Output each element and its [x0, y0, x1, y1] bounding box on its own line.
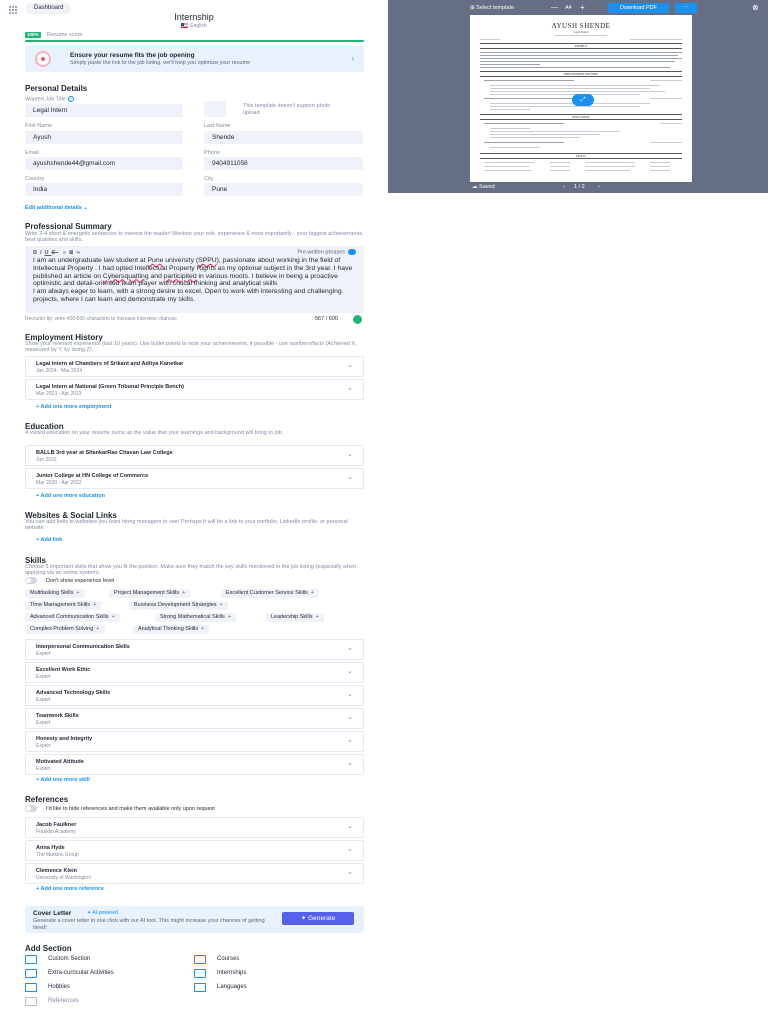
page-size-label: A4: [565, 5, 572, 11]
cloud-check-icon: ☁: [472, 184, 478, 190]
skill-chip[interactable]: Advanced Communication Skills +: [25, 613, 120, 622]
references-icon: [25, 997, 37, 1006]
employment-heading: Employment History: [25, 333, 103, 342]
hide-references-label: I'd like to hide references and make them available only upon request: [46, 806, 215, 812]
saved-status: ☁ Saved: [472, 184, 495, 190]
edit-additional-details-link[interactable]: Edit additional details ⌄: [25, 205, 88, 211]
add-employment-link[interactable]: + Add one more employment: [36, 404, 112, 410]
add-custom-section[interactable]: Custom Section: [48, 956, 91, 962]
expand-preview-button[interactable]: ⤢: [572, 94, 594, 106]
skill-chip[interactable]: Business Development Strategies +: [129, 601, 228, 610]
generate-button[interactable]: ✦ Generate: [282, 912, 354, 925]
target-icon: [35, 51, 51, 67]
employment-dates: Jan 2024 - Mar 2024: [36, 368, 83, 374]
add-courses[interactable]: Courses: [217, 956, 240, 962]
education-dates: Jun 2022: [36, 457, 57, 463]
grid-icon: ⊞: [470, 5, 475, 11]
reference-name: Anna Hyde: [36, 845, 65, 851]
score-badge: 100%: [27, 32, 39, 37]
add-languages[interactable]: Languages: [217, 984, 247, 990]
add-skill-link[interactable]: + Add one more skill: [36, 777, 90, 783]
language-selector[interactable]: English: [0, 23, 388, 29]
page-indicator: 1 / 2: [574, 184, 585, 190]
cover-letter-card: [25, 906, 364, 933]
email-label: Email: [25, 150, 39, 156]
skill-title: Excellent Work Ethic: [36, 667, 91, 673]
experience-level-label: Don't show experience level: [46, 578, 115, 584]
resume-education-heading: EDUCATION: [572, 115, 590, 119]
cover-letter-title: Cover Letter: [33, 910, 72, 917]
strikethrough-icon[interactable]: S: [51, 250, 59, 256]
chevron-down-icon[interactable]: ⌄: [347, 823, 353, 830]
add-extra-curricular[interactable]: Extra-curricular Activities: [48, 970, 114, 976]
chevron-down-icon[interactable]: ⌄: [347, 691, 353, 698]
more-options-button[interactable]: ···: [675, 3, 697, 13]
smiley-icon: [353, 315, 362, 324]
employment-description: Show your relevant experience (last 10 years). Use bullet points to note your achievements, if possible - use numbers/facts (Achieved X, measured by Y, by doing Z).: [25, 341, 357, 353]
prev-page-button[interactable]: ‹: [563, 184, 565, 190]
custom-section-icon: [25, 955, 37, 964]
education-title: Junior College at HN College of Commerce: [36, 473, 149, 479]
skill-item[interactable]: [25, 662, 364, 683]
add-hobbies[interactable]: Hobbies: [48, 984, 71, 990]
sparkle-icon: ✦: [300, 915, 307, 922]
skill-title: Advanced Technology Skills: [36, 690, 111, 696]
banner-subtitle: Simply paste the link to the job listing, we'll help you optimize your resume: [70, 60, 251, 66]
banner-title: Ensure your resume fits the job opening: [70, 52, 195, 59]
country-label: Country: [25, 176, 45, 182]
chevron-down-icon[interactable]: ⌄: [347, 474, 353, 481]
chevron-down-icon[interactable]: ⌄: [347, 385, 353, 392]
format-toolbar[interactable]: [33, 250, 83, 256]
education-dates: Mar 2020 - Apr 2022: [36, 480, 82, 486]
city-label: City: [204, 176, 214, 182]
resume-profile-heading: PROFILE: [574, 44, 588, 48]
links-description: You can add links to websites you want hiring managers to see! Perhaps It will be a link to your portfolio, LinkedIn profile, or personal website: [25, 519, 348, 531]
skill-chip[interactable]: Project Management Skills +: [109, 589, 190, 598]
internships-icon: [194, 969, 206, 978]
close-icon[interactable]: ⊗: [752, 3, 759, 12]
employment-title: Legal Intern at Chambers of Srikant and Aditya Kanetkar: [36, 361, 184, 367]
download-pdf-button[interactable]: Download PDF: [608, 3, 669, 13]
chevron-down-icon: ⌄: [83, 205, 88, 211]
document-title[interactable]: Internship: [174, 12, 214, 22]
phone-label: Phone: [204, 150, 220, 156]
dashboard-button[interactable]: Dashboard: [26, 3, 71, 14]
courses-icon: [194, 955, 206, 964]
skill-chip[interactable]: Excellent Customer Service Skills +: [221, 589, 319, 598]
help-icon[interactable]: ?: [69, 97, 72, 102]
chevron-down-icon[interactable]: ⌄: [347, 737, 353, 744]
references-heading: References: [25, 795, 69, 804]
chevron-right-icon: ›: [351, 54, 354, 63]
employment-item[interactable]: [25, 379, 364, 400]
job-title-label: Wanted Job Title ?: [25, 96, 72, 103]
italic-icon[interactable]: I: [39, 250, 45, 256]
education-description: A varied education on your resume sums up the value that your learnings and background will bring to job.: [25, 430, 284, 436]
resume-name: AYUSH SHENDE: [551, 22, 611, 30]
chevron-down-icon[interactable]: ⌄: [347, 451, 353, 458]
phone-field[interactable]: 9404911058: [204, 157, 363, 170]
first-name-field[interactable]: Ayush: [25, 131, 183, 144]
reference-item[interactable]: [25, 817, 364, 838]
chevron-down-icon[interactable]: ⌄: [347, 714, 353, 721]
recruiter-tip: Recruiter tip: write 400-600 characters to increase interview chances: [25, 316, 177, 322]
country-field[interactable]: India: [25, 183, 183, 196]
job-fit-banner[interactable]: [25, 46, 364, 72]
add-references: References: [48, 998, 79, 1004]
chevron-down-icon[interactable]: ⌄: [347, 645, 353, 652]
sparkle-icon: ✦: [87, 910, 92, 916]
education-title: BALLB 3rd year at ShankarRao Chavan Law College: [36, 450, 173, 456]
skill-title: Honesty and Integrity: [36, 736, 93, 742]
score-bar-fill: [25, 40, 364, 42]
first-name-label: First Name: [25, 123, 52, 129]
photo-note: This template doesn't support photo upload: [243, 103, 331, 116]
add-link-link[interactable]: + Add link: [36, 537, 63, 543]
skill-item[interactable]: [25, 731, 364, 752]
employment-dates: Mar 2023 - Apr 2023: [36, 391, 82, 397]
skill-level: Expert: [36, 651, 51, 657]
last-name-field[interactable]: Shende: [204, 131, 363, 144]
summary-text[interactable]: I am an undergraduate law student at Pune university (SPPU), passionate about working in the field of Intellectual Property . I had opted Intellectual Property Rights as my optional subject in the 3rd year. I have published an article on Cybersquatting and participited in various moots. I believe in being a proactive optimistic and detail-oriented team player with critical thinking and analytical skills I am always eager to learn, with a strong desire to excel. Open to work with interesting and challenging projects, where I can learn and demonstrate my skills.: [33, 257, 353, 303]
summary-heading: Professional Summary: [25, 222, 112, 231]
add-internships[interactable]: Internships: [217, 970, 247, 976]
select-template-button[interactable]: ⊞ Select template: [470, 5, 515, 11]
employment-title: Legal Intern at National (Green Tribunal Principle Bench): [36, 384, 184, 390]
chevron-down-icon[interactable]: ⌄: [347, 362, 353, 369]
skill-chip[interactable]: Complex Problem Solving +: [25, 625, 105, 634]
reference-item[interactable]: [25, 840, 364, 861]
skill-chip[interactable]: Leadership Skills +: [266, 613, 324, 622]
numbered-list-icon[interactable]: ≣: [68, 250, 77, 256]
email-field[interactable]: ayushshende44@gmail.com: [25, 157, 183, 170]
skill-chip[interactable]: Strong Mathematical Skills +: [155, 613, 236, 622]
zoom-out-button[interactable]: —: [551, 4, 558, 11]
city-field[interactable]: Pune: [204, 183, 363, 196]
education-item[interactable]: [25, 445, 364, 466]
skill-title: Teamwork Skills: [36, 713, 79, 719]
skill-chip[interactable]: Analytical Thinking Skills +: [133, 625, 209, 634]
us-flag-icon: [181, 23, 188, 28]
skill-level: Expert: [36, 674, 51, 680]
resume-role: Legal Intern: [573, 30, 589, 34]
skill-chip[interactable]: Multitasking Skills +: [25, 589, 85, 598]
languages-icon: [194, 983, 206, 992]
next-page-button[interactable]: ›: [598, 184, 600, 190]
skill-title: Motivated Attitude: [36, 759, 84, 765]
hobbies-icon: [25, 983, 37, 992]
summary-description: Write 2-4 short & energetic sentences to interest the reader! Mention your role, experience & most importantly - your biggest achievements, best qualities and skills.: [25, 231, 364, 243]
skill-level: Expert: [36, 743, 51, 749]
cover-letter-description: Generate a cover letter in one click with our AI tool. This might increase your chances of getting hired!: [33, 918, 265, 931]
skill-level: Expert: [36, 697, 51, 703]
add-reference-link[interactable]: + Add one more reference: [36, 886, 104, 892]
skills-heading: Skills: [25, 556, 46, 565]
chevron-down-icon[interactable]: ⌄: [347, 668, 353, 675]
skills-description: Choose 5 important skills that show you fit the position. Make sure they match the key skills mentioned in the job listing (especially when applying via an online system).: [25, 564, 357, 576]
links-heading: Websites & Social Links: [25, 511, 117, 520]
score-bar: [25, 40, 364, 42]
skill-item[interactable]: [25, 708, 364, 729]
bold-icon[interactable]: B: [33, 250, 40, 256]
ai-powered-badge: ✦ AI-powered: [87, 910, 118, 916]
reference-company: Franklin Academy: [36, 829, 76, 835]
skill-title: Interpersonal Communication Skills: [36, 644, 130, 650]
add-section-heading: Add Section: [25, 944, 72, 953]
photo-upload-placeholder: [204, 101, 226, 117]
hide-references-toggle[interactable]: [25, 805, 37, 812]
reference-name: Jacob Faulkner: [36, 822, 77, 828]
score-label: Resume score: [47, 32, 83, 38]
chevron-down-icon[interactable]: ⌄: [347, 846, 353, 853]
character-count: 567 / 600: [315, 316, 338, 322]
chevron-down-icon[interactable]: ⌄: [347, 869, 353, 876]
job-title-field[interactable]: Legal Intern: [25, 104, 183, 117]
last-name-label: Last Name: [204, 123, 231, 129]
add-education-link[interactable]: + Add one more education: [36, 493, 106, 499]
skill-level: Expert: [36, 766, 51, 772]
resume-skills-heading: SKILLS: [575, 154, 587, 158]
skill-item[interactable]: [25, 754, 364, 775]
skill-chip[interactable]: Time Management Skills +: [25, 601, 101, 610]
personal-details-heading: Personal Details: [25, 84, 88, 93]
education-heading: Education: [25, 422, 64, 431]
chevron-down-icon[interactable]: ⌄: [347, 760, 353, 767]
extra-curricular-icon: [25, 969, 37, 978]
skill-level: Expert: [36, 720, 51, 726]
plus-icon: [348, 249, 356, 255]
reference-item[interactable]: [25, 863, 364, 884]
skill-item[interactable]: [25, 685, 364, 706]
employment-item[interactable]: [25, 356, 364, 377]
link-icon[interactable]: ∞: [76, 250, 84, 256]
bullet-list-icon[interactable]: ≡: [62, 250, 69, 256]
reference-company: The Markins Group: [36, 852, 79, 858]
summary-editor[interactable]: [25, 246, 364, 313]
resume-employment-heading: EMPLOYMENT HISTORY: [563, 72, 599, 76]
zoom-in-button[interactable]: +: [580, 3, 585, 12]
education-item[interactable]: [25, 468, 364, 489]
reference-company: University of Washington: [36, 875, 92, 881]
underline-icon[interactable]: U: [44, 250, 52, 256]
prewritten-phrases-button[interactable]: Pre-written phrases: [297, 249, 356, 255]
skill-item[interactable]: [25, 639, 364, 660]
experience-level-toggle[interactable]: [25, 577, 37, 584]
reference-name: Clemence Klein: [36, 868, 77, 874]
